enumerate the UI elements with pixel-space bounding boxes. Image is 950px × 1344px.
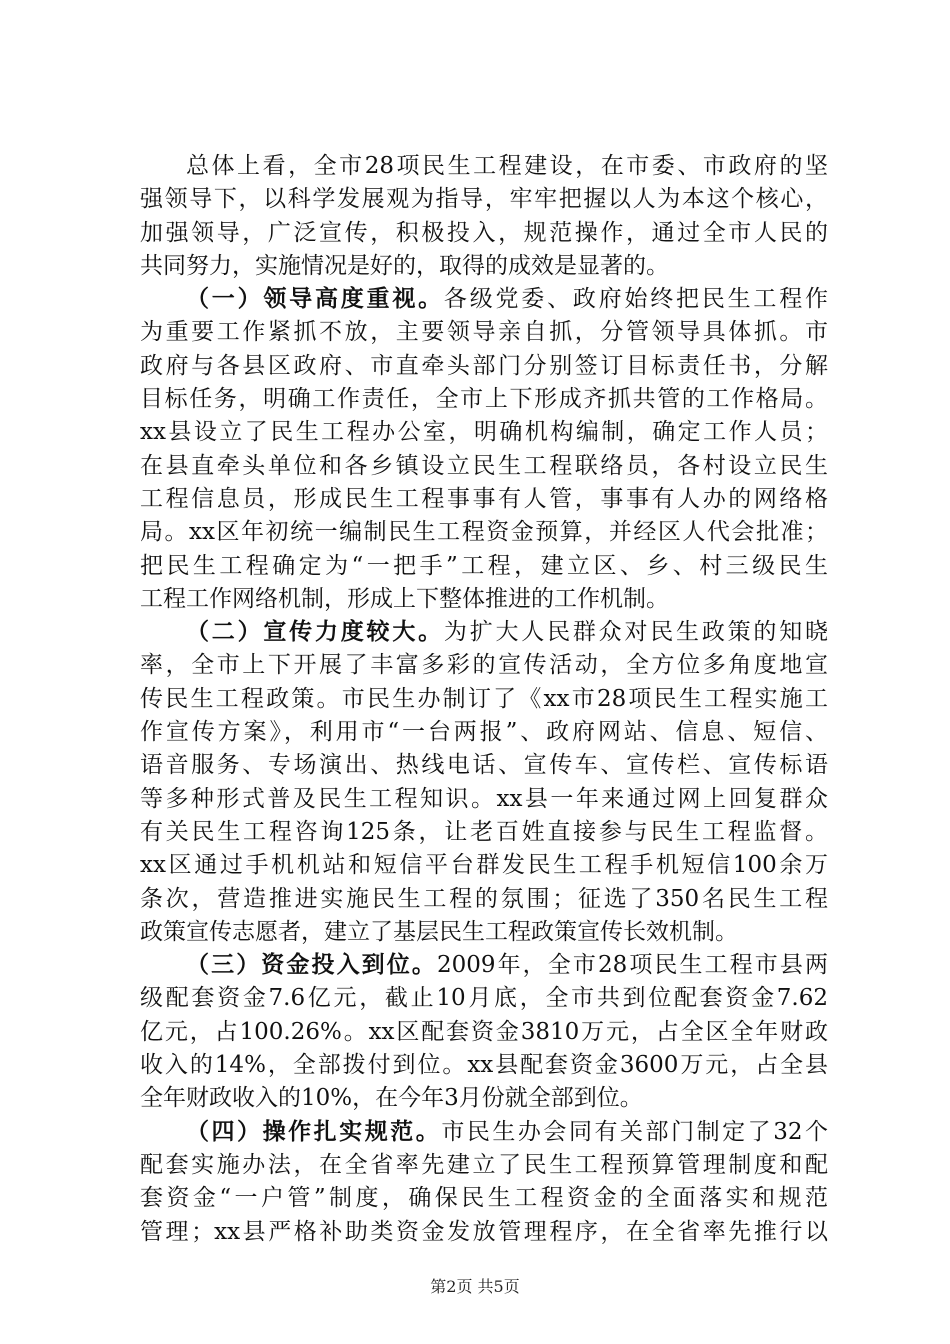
- text-run: 率，全市上下开展了丰富多彩的宣传活动，全方位多角度地宣: [140, 652, 828, 679]
- text-run: 在县直牵头单位和各乡镇设立民生工程联络员，各村设立民生: [140, 452, 828, 479]
- text-run: 管理；xx县严格补助类资金发放管理程序，在全省率先推行以: [140, 1218, 828, 1245]
- paragraph-line: [140, 383, 828, 416]
- text-run: 语音服务、专场演出、热线电话、宣传车、宣传栏、宣传标语: [140, 752, 828, 779]
- paragraph-line: [140, 1082, 828, 1115]
- text-run: 为扩大人民群众对民生政策的知晓: [443, 619, 829, 646]
- text-run: 等多种形式普及民生工程知识。xx县一年来通过网上回复群众: [140, 785, 828, 812]
- text-run: 亿元，占100.26%。xx区配套资金3810万元，占全区全年财政: [140, 1018, 828, 1045]
- paragraph-line: [140, 516, 828, 549]
- text-run: 总体上看，全市28项民生工程建设，在市委、市政府的坚: [186, 153, 828, 179]
- text-run: 为重要工作紧抓不放，主要领导亲自抓，分管领导具体抓。市: [140, 319, 828, 346]
- paragraph-line: [140, 1016, 828, 1049]
- text-run: 市民生办会同有关部门制定了32个: [441, 1118, 828, 1145]
- section-heading-2: （二）宣传力度较大。: [186, 619, 444, 646]
- text-run: 套资金“一户管”制度，确保民生工程资金的全面落实和规范: [140, 1185, 828, 1212]
- paragraph-line: [140, 816, 828, 849]
- paragraph-line: [140, 416, 828, 449]
- text-run: 把民生工程确定为“一把手”工程，建立区、乡、村三级民生: [140, 552, 828, 579]
- text-run: 目标任务，明确工作责任，全市上下形成齐抓共管的工作格局。: [140, 386, 828, 413]
- page-number-footer: 第2页 共5页: [430, 1277, 520, 1296]
- text-run: 政府与各县区政府、市直牵头部门分别签订目标责任书，分解: [140, 352, 828, 379]
- paragraph-line: [140, 583, 828, 616]
- paragraph-line: [140, 916, 828, 949]
- text-run: 收入的14%，全部拨付到位。xx县配套资金3600万元，占全县: [140, 1052, 828, 1079]
- text-run: 2009年，全市28项民生工程市县两: [436, 952, 828, 979]
- text-run: 工程信息员，形成民生工程事事有人管，事事有人办的网络格: [140, 485, 828, 512]
- paragraph-line: [140, 883, 828, 916]
- paragraph-line: [140, 483, 828, 516]
- paragraph-line: [140, 1182, 828, 1215]
- text-run: 各级党委、政府始终把民生工程作: [443, 286, 829, 313]
- paragraph-line: [140, 1116, 828, 1149]
- paragraph-line: [140, 250, 828, 283]
- text-run: 有关民生工程咨询125条，让老百姓直接参与民生工程监督。: [140, 818, 828, 845]
- paragraph-line: [140, 949, 828, 982]
- paragraph-line: [140, 183, 828, 216]
- text-run: 传民生工程政策。市民生办制订了《xx市28项民生工程实施工: [140, 685, 828, 712]
- paragraph-line: [140, 749, 828, 782]
- text-run: 配套实施办法，在全省率先建立了民生工程预算管理制度和配: [140, 1151, 828, 1178]
- paragraph-line: [140, 849, 828, 882]
- section-heading-1: （一）领导高度重视。: [186, 286, 444, 313]
- paragraph-line: [140, 1049, 828, 1082]
- paragraph-line: [140, 217, 828, 250]
- paragraph-line: [140, 150, 828, 183]
- paragraph-line: [140, 550, 828, 583]
- text-run: 级配套资金7.6亿元，截止10月底，全市共到位配套资金7.62: [140, 985, 828, 1012]
- text-run: 工程工作网络机制，形成上下整体推进的工作机制。: [140, 585, 669, 612]
- text-run: xx县设立了民生工程办公室，明确机构编制，确定工作人员；: [140, 419, 828, 446]
- document-body: [140, 150, 828, 1249]
- paragraph-line: [140, 450, 828, 483]
- paragraph-line: [140, 716, 828, 749]
- text-run: 局。xx区年初统一编制民生工程资金预算，并经区人代会批准；: [140, 519, 828, 546]
- section-heading-3: （三）资金投入到位。: [186, 952, 437, 979]
- paragraph-line: [140, 350, 828, 383]
- text-run: xx区通过手机机站和短信平台群发民生工程手机短信100余万: [140, 852, 828, 879]
- text-run: 强领导下，以科学发展观为指导，牢牢把握以人为本这个核心，: [140, 186, 828, 213]
- paragraph-line: [140, 982, 828, 1015]
- paragraph-line: [140, 783, 828, 816]
- paragraph-line: [140, 616, 828, 649]
- text-run: 政策宣传志愿者，建立了基层民生工程政策宣传长效机制。: [140, 918, 738, 945]
- text-run: 作宣传方案》，利用市“一台两报”、政府网站、信息、短信、: [140, 719, 828, 746]
- paragraph-line: [140, 649, 828, 682]
- text-run: 全年财政收入的10%，在今年3月份就全部到位。: [140, 1085, 643, 1112]
- text-run: 加强领导，广泛宣传，积极投入，规范操作，通过全市人民的: [140, 219, 828, 246]
- section-heading-4: （四）操作扎实规范。: [186, 1118, 442, 1145]
- paragraph-line: [140, 1149, 828, 1182]
- paragraph-line: [140, 316, 828, 349]
- text-run: 条次，营造推进实施民生工程的氛围；征选了350名民生工程: [140, 885, 828, 912]
- text-run: 共同努力，实施情况是好的，取得的成效是显著的。: [140, 252, 669, 279]
- paragraph-line: [140, 283, 828, 316]
- paragraph-line: [140, 683, 828, 716]
- paragraph-line: [140, 1216, 828, 1249]
